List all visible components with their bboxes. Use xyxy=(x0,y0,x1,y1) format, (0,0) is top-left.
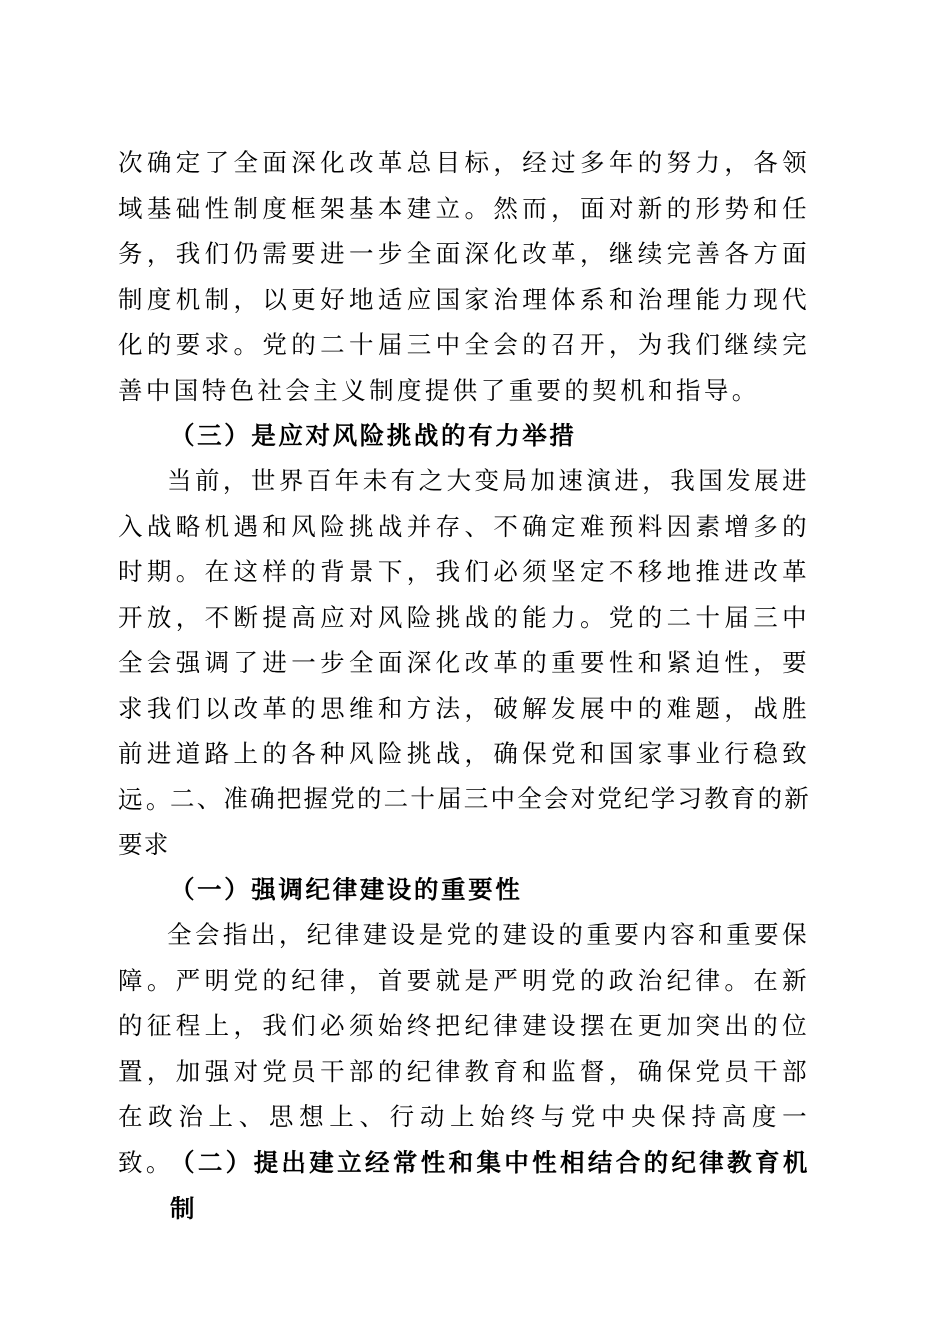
section-heading-party-discipline: 二、准确把握党的二十届三中全会对党纪学习教育的新要求 xyxy=(118,784,810,859)
paragraph-current-situation: 当前，世界百年未有之大变局加速演进，我国发展进入战略机遇和风险挑战并存、不确定难预料因素增多的时期。在这样的背景下，我们必须坚定不移地推进改革开放，不断提高应对风险挑战的能力。党的二十届三中全会强调了进一步全面深化改革的重要性和紧迫性，要求我们以改革的思维和方法，破解发展中的难题，战胜前进道路上的各种风险挑战，确保党和国家事业行稳致远。 xyxy=(118,466,810,814)
paragraph-reform-goal: 次确定了全面深化改革总目标，经过多年的努力，各领域基础性制度框架基本建立。然而，面对新的形势和任务，我们仍需要进一步全面深化改革，继续完善各方面制度机制，以更好地适应国家治理体系和治理能力现代化的要求。党的二十届三中全会的召开，为我们继续完善中国特色社会主义制度提供了重要的契机和指导。 xyxy=(118,148,810,405)
subheading-education-mechanism: （二）提出建立经常性和集中性相结合的纪律教育机制 xyxy=(170,1148,810,1223)
subheading-risk-challenges: （三）是应对风险挑战的有力举措 xyxy=(170,421,577,450)
subheading-discipline-importance: （一）强调纪律建设的重要性 xyxy=(170,875,523,904)
paragraph-plenary-discipline: 全会指出，纪律建设是党的建设的重要内容和重要保障。严明党的纪律，首要就是严明党的政治纪律。在新的征程上，我们必须始终把纪律建设摆在更加突出的位置，加强对党员干部的纪律教育和监督，确保党员干部在政治上、思想上、行动上始终与党中央保持高度一致。 xyxy=(118,920,810,1177)
